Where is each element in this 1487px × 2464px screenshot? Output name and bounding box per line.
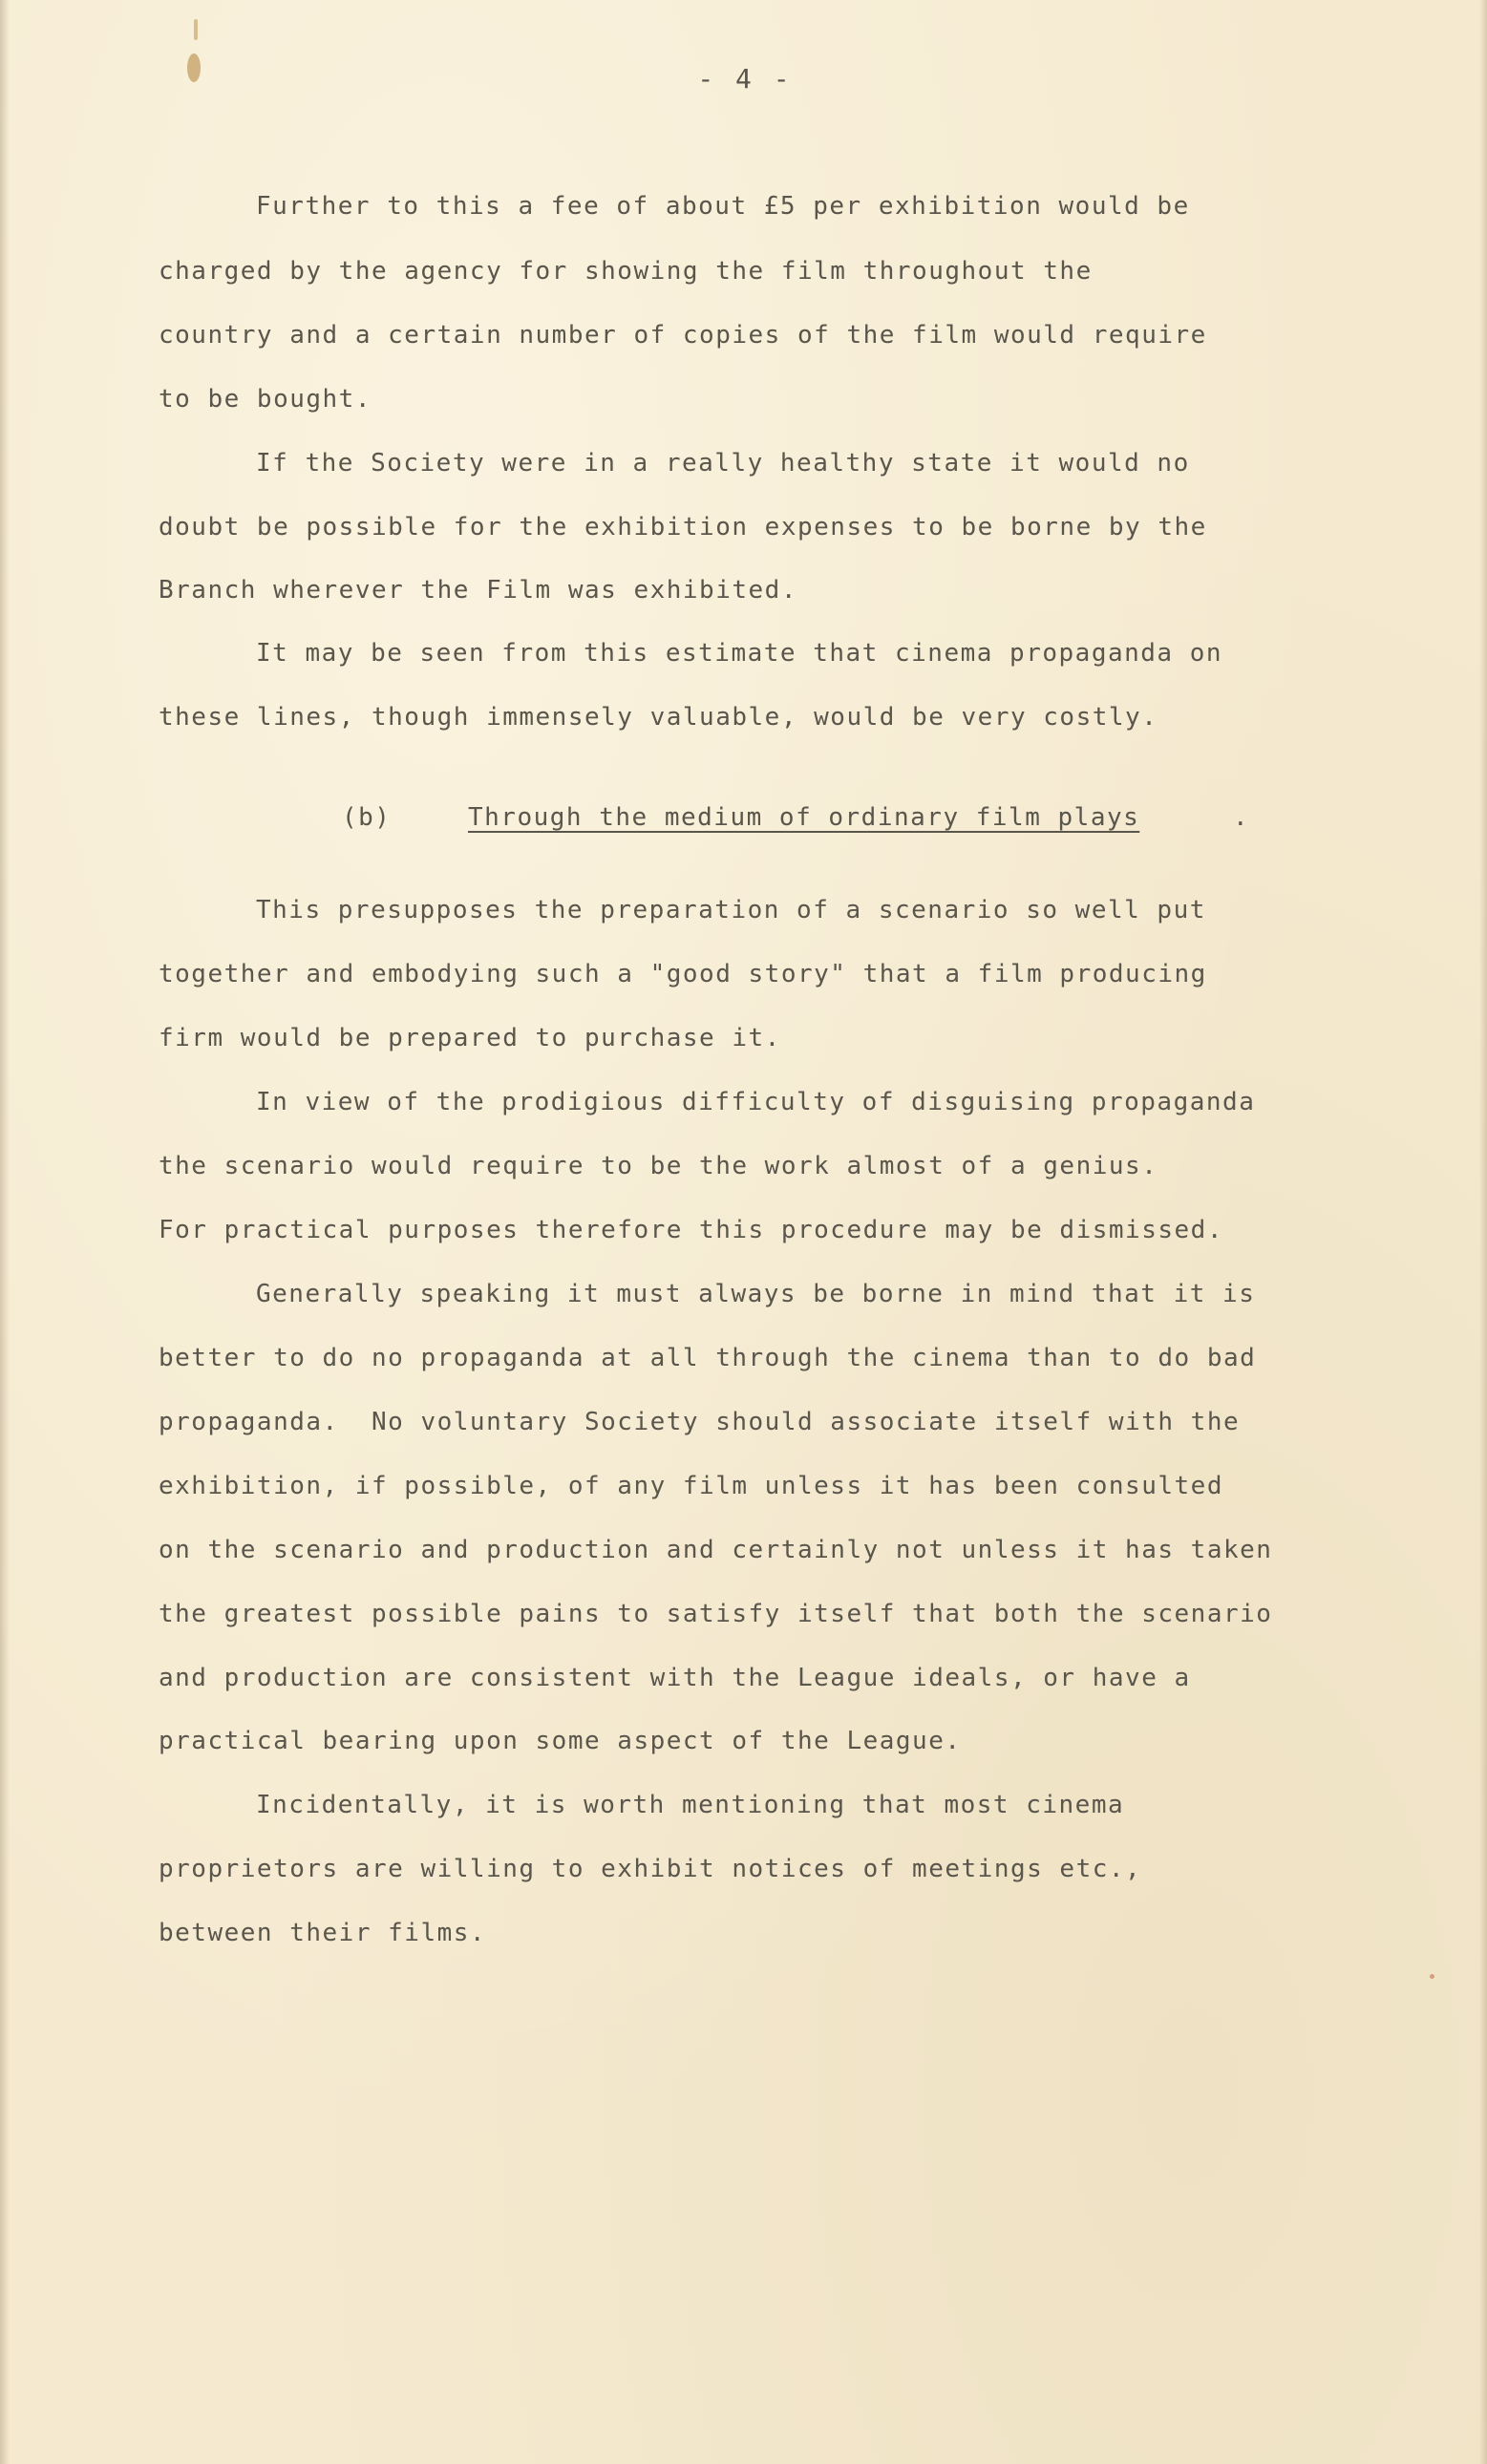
text-line: between their films.: [159, 1919, 487, 1947]
text-line: Branch wherever the Film was exhibited.: [159, 576, 797, 605]
page-number: - 4 -: [697, 63, 793, 95]
text-line: these lines, though immensely valuable, would be very costly.: [159, 703, 1158, 732]
paper-edge-left: [0, 0, 10, 2464]
text-line: For practical purposes therefore this procedure may be dismissed.: [159, 1216, 1223, 1244]
text-line: practical bearing upon some aspect of the League.: [159, 1727, 962, 1755]
paper-stain: [194, 19, 198, 40]
text-line: charged by the agency for showing the film throughout the: [159, 257, 1093, 286]
text-line: This presupposes the preparation of a scenario so well put: [256, 896, 1206, 924]
text-line: and production are consistent with the League ideals, or have a: [159, 1664, 1191, 1692]
section-heading-period: .: [1233, 803, 1250, 832]
text-line: Incidentally, it is worth mentioning that most cinema: [256, 1791, 1125, 1819]
text-line: In view of the prodigious difficulty of disguising propaganda: [256, 1088, 1256, 1116]
section-heading: Through the medium of ordinary film plays: [468, 803, 1140, 832]
text-line: If the Society were in a really healthy state it would no: [256, 449, 1190, 478]
text-line: proprietors are willing to exhibit notices of meetings etc.,: [159, 1855, 1142, 1883]
paper-spot: [1430, 1974, 1434, 1979]
text-line: together and embodying such a "good story" that a film producing: [159, 960, 1207, 988]
text-line: the scenario would require to be the work almost of a genius.: [159, 1152, 1158, 1180]
text-line: doubt be possible for the exhibition expenses to be borne by the: [159, 513, 1207, 542]
text-line: to be bought.: [159, 385, 372, 414]
text-line: propaganda. No voluntary Society should associate itself with the: [159, 1408, 1241, 1436]
paper-stain: [187, 53, 201, 82]
text-line: It may be seen from this estimate that cinema propaganda on: [256, 639, 1223, 668]
text-line: the greatest possible pains to satisfy itself that both the scenario: [159, 1600, 1273, 1628]
text-line: Generally speaking it must always be borne in mind that it is: [256, 1280, 1256, 1308]
text-line: on the scenario and production and certainly not unless it has taken: [159, 1536, 1273, 1564]
text-line: country and a certain number of copies of the film would require: [159, 321, 1207, 350]
paper-edge-right: [1479, 0, 1487, 2464]
text-line: Further to this a fee of about £5 per exhibition would be: [256, 192, 1190, 221]
text-line: firm would be prepared to purchase it.: [159, 1024, 781, 1052]
section-label: (b): [342, 803, 392, 832]
text-line: exhibition, if possible, of any film unless it has been consulted: [159, 1472, 1223, 1500]
text-line: better to do no propaganda at all through the cinema than to do bad: [159, 1344, 1257, 1372]
